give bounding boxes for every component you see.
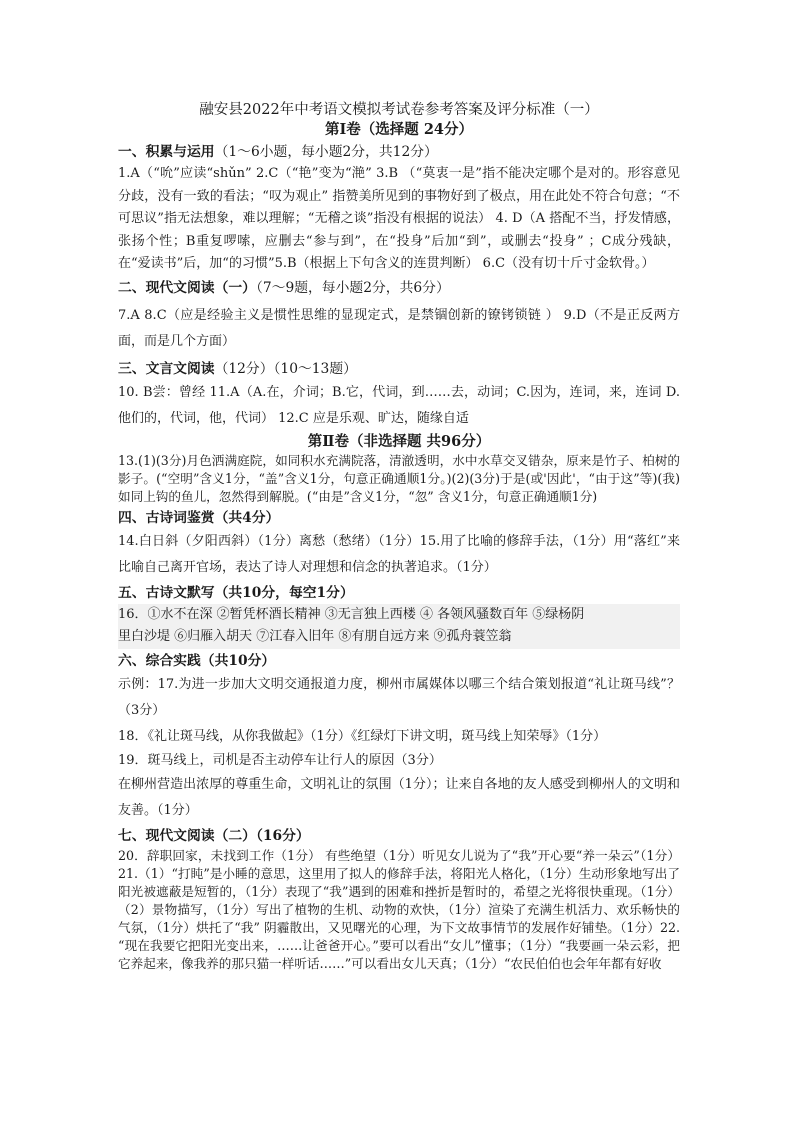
section-4-heading: 四、古诗词鉴赏（共4分）	[118, 509, 280, 526]
section-5-heading: 五、古诗文默写（共10分，每空1分）	[118, 584, 354, 601]
part2-title: 第Ⅱ卷（非选择题 共96分）	[307, 432, 491, 450]
section-5-line-1: 16．①水不在深 ②暂凭杯酒长精神 ③无言独上西楼 ④ 各领风骚数百年 ⑤绿杨阴	[118, 606, 585, 622]
section-5-line-2: 里白沙堤 ⑥归雁入胡天 ⑦江春入旧年 ⑧有朋自远方来 ⑨孤舟蓑笠翁	[118, 629, 512, 644]
question-18: 18．《礼让斑马线，从你我做起》（1分）《红绿灯下讲文明，斑马线上知荣辱》（1分）	[118, 728, 607, 744]
question-19: 19．斑马线上，司机是否主动停车让行人的原因（3分）	[118, 752, 442, 768]
section-3-heading: 三、文言文阅读（12分）（10～13题）	[118, 360, 357, 377]
section-2-answers: 7.A 8.C（应是经验主义是惯性思维的显现定式，是禁锢创新的镣铐锁链 ） 9.D（不是正反两方面，而是几个方面）	[118, 307, 680, 349]
section-4-answers: 14.白日斜（夕阳西斜）（1分）离愁（愁绪）（1分）15.用了比喻的修辞手法，（1分）用“落红”来比喻自己离开官场，表达了诗人对理想和信念的执著追求。（1分）	[118, 533, 680, 575]
document-body	[118, 100, 680, 973]
section-1-heading: 一、积累与运用（1～6小题，每小题2分，共12分）	[118, 144, 438, 160]
question-17: 示例：17.为进一步加大文明交通报道力度，柳州市属媒体以哪三个结合策划报道“礼让斑马线”？（3分）	[118, 676, 680, 718]
section-2-heading: 二、现代文阅读（一）（7～9题，每小题2分，共6分）	[118, 279, 450, 296]
section-3-answers: 10. B尝：曾经 11.A（A.在，介词；B.它，代词，到……去，动词；C.因为，连词，来，连词 D.他们的，代词，他，代词） 12.C 应是乐观、旷达，随缘自适	[118, 384, 680, 426]
part1-title: 第Ⅰ卷（选择题 24分）	[324, 121, 473, 138]
document-title: 融安县2022年中考语文模拟考试卷参考答案及评分标准（一）	[199, 102, 599, 118]
section-7-answers: 20．辞职回家，未找到工作（1分） 有些绝望（1分）听见女儿说为了“我”开心要“养一朵云”（1分）21.（1）“打盹”是小睡的意思，这里用了拟人的修辞手法，将阳光人格化，（1分）生动形象地写出了阳光被遮蔽是短暂的，（1分）表现了“我”遇到的困难和挫折是暂时的，希望之光将很快重现。（1分）（2）景物描写，（1分）写出了植物的生机、动物的欢快，（1分）渲染了充满生机活力、欢乐畅快的气氛，（1分）烘托了“我” 阴霾散出，又见曙光的心理，为下文故事情节的发展作好铺垫。（1分）22. “现在我要它把阳光变出来，……让爸爸开心。”要可以看出“女儿”懂事；（1分）“我要画一朵云彩，把它养起来，像我养的那只猫一样听话……”可以看出女儿天真；（1分）“农民伯伯也会年年都有好收	[118, 848, 680, 971]
section-6-heading: 六、综合实践（共10分）	[118, 652, 276, 669]
question-13-answer: 13.(1)(3分)月色洒满庭院，如同积水充满院落，清澈透明，水中水草交叉错杂，原来是竹子、柏树的影子。(“空明”含义1分，“盖”含义1分，句意正确通顺1分。)(2)(3分)于是(或'因此'，“由于这”等)(我)如同上钩的鱼儿，忽然得到解脱。(“由是”含义1分，“忽” 含义1分，句意正确通顺1分)	[118, 452, 680, 504]
section-7-heading: 七、现代文阅读（二）（16分）	[118, 828, 310, 844]
question-19-answer: 在柳州营造出浓厚的尊重生命，文明礼让的氛围（1分）；让来自各地的友人感受到柳州人的文明和友善。（1分）	[118, 777, 680, 818]
section-5-answers	[118, 604, 680, 649]
section-1-answers: 1.A（“吮”应读“shǔn” 2.C（“艳”变为“滟” 3.B （“莫衷一是”指不能决定哪个是对的。形容意见分歧，没有一致的看法；“叹为观止” 指赞美所见到的事物好到了极点，用在此处不符合句意；“不可思议”指无法想象，难以理解；“无稽之谈”指没有根据的说法） 4. D（A 搭配不当，抒发情感，张扬个性；B重复啰嗦，应删去“参与到”，在“投身”后加“到”，或删去“投身” ；C成分残缺，在“爱读书”后，加“的习惯”5.B（根据上下句含义的连贯判断） 6.C（没有切十斤寸金软骨。）	[118, 166, 680, 271]
